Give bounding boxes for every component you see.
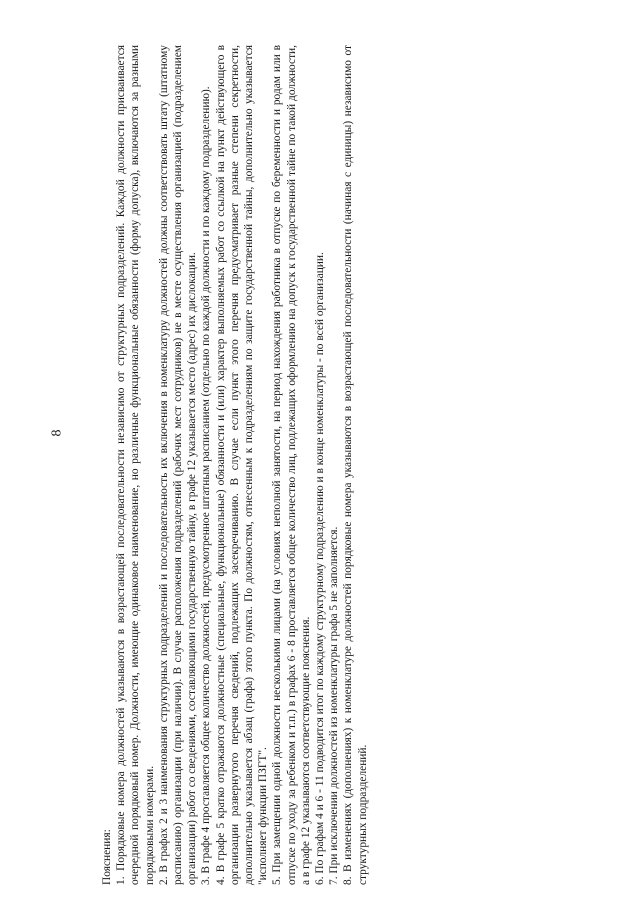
rotated-page-body xyxy=(100,45,410,885)
note-item-3: 3. В графе 4 проставляется общее количество должностей, предусмотренное штатным расписанием (отдельно по каждой должности и по каждому подразделению). xyxy=(200,86,213,885)
note-item-1: 1. Порядковые номера должностей указываются в возрастающей последовательности независимо от структурных подразделений. Каждой должности присваивается очередной порядковый номер. Должности, имеющие одинаковое наименование, но различные функциональные обязанности (форму допуска), включаются за разными порядковыми номерами. xyxy=(115,45,156,885)
page-number: 8 xyxy=(49,429,65,437)
note-item-8: 8. В изменениях (дополнениях) к номенклатуре должностей порядковые номера указываются в возрастающей последовательности (начиная с единицы) независимо от структурных подразделений. xyxy=(342,45,369,885)
notes-heading: Пояснения: xyxy=(101,829,113,885)
notes-section xyxy=(100,45,370,885)
note-item-5: 5. При замещении одной должности несколькими лицами (на условиях неполной занятости, на период нахождения работника в отпуске по беременности и родам или в отпуске по уходу за ребенком и т.п.) в графах 6 - 8 проставляется общее количество лиц, подлежащих оформлению на допуск к государственной тайне по такой должности, а в графе 12 указываются соответствующие пояснения. xyxy=(271,45,312,885)
note-item-4: 4. В графе 5 кратко отражаются должностные (специальные, функциональные) обязанности и (или) характер выполняемых работ со ссылкой на пункт действующего в организации развернутого перечня сведений, подлежащих засекречиванию. В случае если пункт этого перечня предусматривает разные степени секретности, дополнительно указывается абзац (графа) этого пункта. По должностям, отнесенным к подразделениям по защите государственной тайны, дополнительно указывается "исполняет функции ПЗГТ". xyxy=(214,45,270,885)
note-item-6: 6. По графам 4 и 6 - 11 подводится итог по каждому структурному подразделению и в конце номенклатуры - по всей организации. xyxy=(314,252,327,885)
note-item-7: 7. При исключении должностей из номенклатуры графа 5 не заполняется. xyxy=(328,526,341,885)
note-item-2: 2. В графах 2 и 3 наименования структурных подразделений и последовательность их включения в номенклатуру должностей должны соответствовать штату (штатному расписанию) организации (при наличии). В случае расположения подразделений (рабочих мест сотрудников) не в месте осуществления организацией (подразделением организации) работ со сведениями, составляющими государственную тайну, в графе 12 указывается место (адрес) их дислокации. xyxy=(157,45,199,885)
